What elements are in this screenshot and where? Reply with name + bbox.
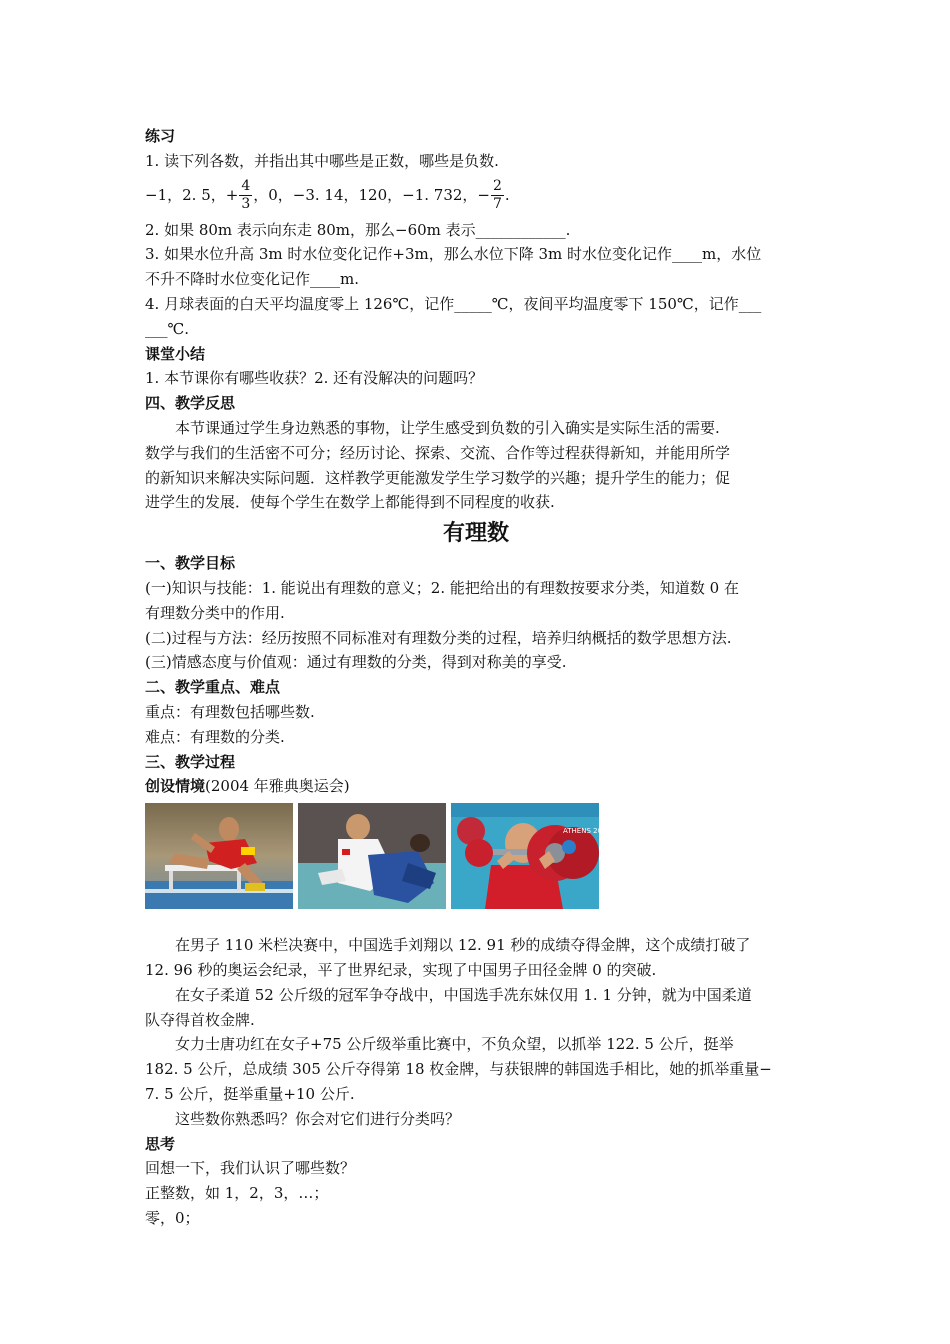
scenario-label: 创设情境 <box>145 777 206 796</box>
practice-number-list <box>145 174 807 218</box>
difficult-point: 难点：有理数的分类. <box>145 727 285 746</box>
number-list-part-a: −1，2. 5，+ <box>145 186 239 205</box>
practice-question-3-line-1: 3. 如果水位升高 3m 时水位变化记作+3m，那么水位下降 3m 时水位变化记作____m，水位 <box>145 245 762 264</box>
reflection-line-2: 数学与我们的生活密不可分；经历讨论、探索、交流、合作等过程获得新知，并能用所学 <box>145 443 731 462</box>
story-weightlifting-line-3: 7. 5 公斤，挺举重量+10 公斤. <box>145 1084 355 1103</box>
practice-heading: 练习 <box>145 127 176 145</box>
summary-heading: 课堂小结 <box>145 344 206 363</box>
number-list-part-c: . <box>504 186 510 205</box>
practice-question-2: 2. 如果 80m 表示向东走 80m，那么−60m 表示____________. <box>145 220 571 239</box>
plate-text: ATHENS 2004 <box>563 827 611 836</box>
fraction-denominator: 3 <box>241 196 251 213</box>
key-point: 重点：有理数包括哪些数. <box>145 702 315 721</box>
fraction-denominator: 7 <box>493 196 502 213</box>
practice-question-3-line-2: 不升不降时水位变化记作____m. <box>145 270 359 289</box>
document-page <box>145 124 807 1231</box>
goal-knowledge-line-1: (一)知识与技能：1. 能说出有理数的意义；2. 能把给出的有理数按要求分类，知道数 0 在 <box>145 578 739 597</box>
fraction-numerator: 4 <box>241 178 251 195</box>
fraction-numerator: 2 <box>493 178 502 195</box>
goal-attitude: (三)情感态度与价值观：通过有理数的分类，得到对称美的享受. <box>145 653 567 672</box>
practice-question-1: 1. 读下列各数，并指出其中哪些是正数，哪些是负数. <box>145 151 499 170</box>
think-heading: 思考 <box>145 1134 176 1153</box>
practice-question-4-line-2: ___℃. <box>145 319 190 338</box>
goal-knowledge-line-2: 有理数分类中的作用. <box>145 603 285 622</box>
judo-photo <box>298 803 446 909</box>
think-line-3: 零，0； <box>145 1208 200 1227</box>
scenario-note: (2004 年雅典奥运会) <box>205 777 350 796</box>
reflection-heading: 四、教学反思 <box>145 394 236 413</box>
reflection-line-3: 的新知识来解决实际问题．这样教学更能激发学生学习数学的兴趣；提升学生的能力；促 <box>145 468 731 487</box>
goal-process: (二)过程与方法：经历按照不同标准对有理数分类的过程，培养归纳概括的数学思想方法. <box>145 628 732 647</box>
think-line-2: 正整数，如 1，2，3，…； <box>145 1184 329 1203</box>
scenario-heading <box>145 774 807 799</box>
number-list-part-b: ，0，−3. 14，120，−1. 732，− <box>253 186 490 205</box>
summary-text: 1. 本节课你有哪些收获？2. 还有没解决的问题吗？ <box>145 369 484 388</box>
goals-heading: 一、教学目标 <box>145 554 236 573</box>
story-judo-line-1: 在女子柔道 52 公斤级的冠军争夺战中，中国选手冼东妹仅用 1. 1 分钟，就为中国柔道 <box>175 985 752 1004</box>
lesson-title: 有理数 <box>442 520 509 547</box>
weightlifter-photo <box>451 803 611 909</box>
story-hurdles-line-2: 12. 96 秒的奥运会纪录，平了世界纪录，实现了中国男子田径金牌 0 的突破. <box>145 960 657 979</box>
think-line-1: 回想一下，我们认识了哪些数？ <box>145 1159 356 1178</box>
story-judo-line-2: 队夺得首枚金牌. <box>145 1010 255 1029</box>
story-question: 这些数你熟悉吗？你会对它们进行分类吗？ <box>175 1109 461 1128</box>
reflection-line-4: 进学生的发展．使每个学生在数学上都能得到不同程度的收获. <box>145 493 555 512</box>
story-weightlifting-line-2: 182. 5 公斤，总成绩 305 公斤夺得第 18 枚金牌，与获银牌的韩国选手相比，她的抓举重量− <box>145 1060 772 1079</box>
hurdler-photo <box>145 803 293 909</box>
fraction-four-thirds <box>239 178 252 213</box>
keypoints-heading: 二、教学重点、难点 <box>145 678 281 697</box>
practice-question-4-line-1: 4. 月球表面的白天平均温度零上 126℃，记作_____℃，夜间平均温度零下 150℃，记作___ <box>145 294 762 313</box>
reflection-line-1: 本节课通过学生身边熟悉的事物，让学生感受到负数的引入确实是实际生活的需要. <box>175 418 720 437</box>
story-hurdles-line-1: 在男子 110 米栏决赛中，中国选手刘翔以 12. 91 秒的成绩夺得金牌，这个成绩打破了 <box>175 936 751 955</box>
olympic-photos <box>145 803 807 909</box>
story-weightlifting-line-1: 女力士唐功红在女子+75 公斤级举重比赛中，不负众望，以抓举 122. 5 公斤，挺举 <box>175 1035 734 1054</box>
process-heading: 三、教学过程 <box>145 752 236 771</box>
fraction-two-sevenths <box>491 178 504 213</box>
